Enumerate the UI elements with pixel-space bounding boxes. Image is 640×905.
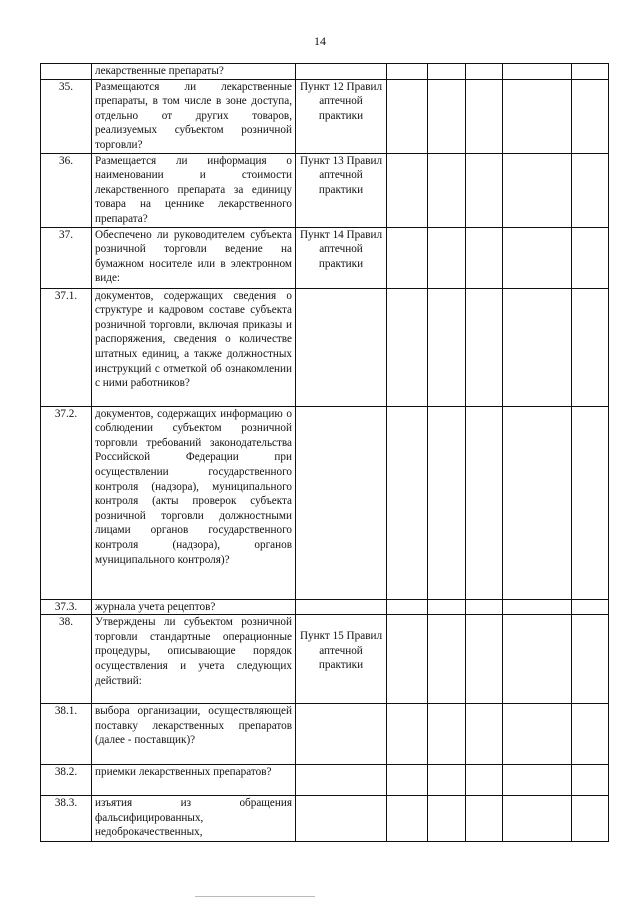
table-row (41, 227, 609, 288)
answer-cell (428, 599, 466, 615)
answer-cell (387, 599, 428, 615)
answer-cell (503, 406, 572, 599)
answer-cell (503, 615, 572, 704)
question-text: лекарственные препараты? (92, 64, 296, 80)
answer-cell (466, 765, 503, 796)
answer-cell (466, 64, 503, 80)
question-text: Обеспечено ли руководителем субъекта розничной торговли ведение на бумажном носителе или в электронном виде: (92, 227, 296, 288)
answer-cell (572, 796, 609, 842)
table-row (41, 796, 609, 842)
table-row (41, 79, 609, 153)
answer-cell (572, 406, 609, 599)
legal-reference: Пункт 14 Правил аптечной практики (296, 227, 387, 288)
table-row (41, 704, 609, 765)
answer-cell (466, 796, 503, 842)
row-number: 37.3. (41, 599, 92, 615)
answer-cell (387, 406, 428, 599)
answer-cell (387, 227, 428, 288)
row-number: 37. (41, 227, 92, 288)
answer-cell (428, 406, 466, 599)
legal-reference (296, 406, 387, 599)
answer-cell (503, 796, 572, 842)
table-row (41, 288, 609, 406)
row-number: 38. (41, 615, 92, 704)
legal-reference (296, 599, 387, 615)
answer-cell (572, 599, 609, 615)
row-number (41, 64, 92, 80)
answer-cell (572, 615, 609, 704)
row-number: 38.3. (41, 796, 92, 842)
table-row (41, 64, 609, 80)
answer-cell (428, 288, 466, 406)
answer-cell (466, 288, 503, 406)
table-row (41, 765, 609, 796)
table-row (41, 615, 609, 704)
answer-cell (428, 79, 466, 153)
page-number: 14 (314, 34, 326, 48)
row-number: 36. (41, 153, 92, 227)
answer-cell (503, 599, 572, 615)
answer-cell (428, 64, 466, 80)
scan-edge-line (195, 896, 315, 897)
answer-cell (572, 288, 609, 406)
row-number: 37.1. (41, 288, 92, 406)
answer-cell (428, 227, 466, 288)
question-text: изъятия из обращения фальсифицированных, недоброкачественных, (92, 796, 296, 842)
legal-reference: Пункт 12 Правил аптечной практики (296, 79, 387, 153)
row-number: 38.1. (41, 704, 92, 765)
question-text: документов, содержащих сведения о структуре и кадровом составе субъекта розничной торговли, включая приказы и распоряжения, сведения о количестве штатных единиц, а также должностных инструкций с отметкой об ознакомлении с ними работников? (92, 288, 296, 406)
answer-cell (466, 599, 503, 615)
answer-cell (428, 704, 466, 765)
answer-cell (428, 615, 466, 704)
legal-reference (296, 704, 387, 765)
answer-cell (466, 615, 503, 704)
answer-cell (572, 765, 609, 796)
answer-cell (572, 79, 609, 153)
table-row (41, 599, 609, 615)
answer-cell (572, 64, 609, 80)
question-text: Размещается ли информация о наименовании и стоимости лекарственного препарата за единицу товара на ценнике лекарственного препарата? (92, 153, 296, 227)
answer-cell (387, 64, 428, 80)
answer-cell (503, 765, 572, 796)
answer-cell (466, 79, 503, 153)
answer-cell (503, 227, 572, 288)
answer-cell (428, 765, 466, 796)
row-number: 35. (41, 79, 92, 153)
answer-cell (466, 704, 503, 765)
question-text: Утверждены ли субъектом розничной торговли стандартные операционные процедуры, описывающие порядок осуществления и учета следующих действий: (92, 615, 296, 704)
question-text: документов, содержащих информацию о соблюдении субъектом розничной торговли требований законодательства Российской Федерации при осуществлении государственного контроля (надзора), муниципального контроля (акты проверок субъекта розничной торговли должностными лицами органов государственного контроля (надзора), органов муниципального контроля)? (92, 406, 296, 599)
question-text: Размещаются ли лекарственные препараты, в том числе в зоне доступа, отдельно от других товаров, реализуемых субъектом розничной торговли? (92, 79, 296, 153)
legal-reference (296, 288, 387, 406)
table-row (41, 406, 609, 599)
answer-cell (466, 153, 503, 227)
answer-cell (387, 79, 428, 153)
row-number: 37.2. (41, 406, 92, 599)
legal-reference (296, 765, 387, 796)
answer-cell (572, 153, 609, 227)
answer-cell (503, 79, 572, 153)
answer-cell (572, 227, 609, 288)
question-text: приемки лекарственных препаратов? (92, 765, 296, 796)
legal-reference: Пункт 13 Правил аптечной практики (296, 153, 387, 227)
answer-cell (428, 153, 466, 227)
legal-reference: Пункт 15 Правил аптечной практики (296, 615, 387, 704)
question-text: выбора организации, осуществляющей поставку лекарственных препаратов (далее - поставщик)? (92, 704, 296, 765)
question-text: журнала учета рецептов? (92, 599, 296, 615)
answer-cell (572, 704, 609, 765)
legal-reference (296, 796, 387, 842)
answer-cell (387, 796, 428, 842)
answer-cell (387, 765, 428, 796)
answer-cell (387, 615, 428, 704)
answer-cell (503, 704, 572, 765)
row-number: 38.2. (41, 765, 92, 796)
answer-cell (428, 796, 466, 842)
answer-cell (503, 153, 572, 227)
legal-reference (296, 64, 387, 80)
answer-cell (503, 64, 572, 80)
answer-cell (466, 406, 503, 599)
table-row (41, 153, 609, 227)
answer-cell (387, 288, 428, 406)
answer-cell (503, 288, 572, 406)
answer-cell (466, 227, 503, 288)
answer-cell (387, 704, 428, 765)
answer-cell (387, 153, 428, 227)
checklist-table (40, 63, 609, 842)
